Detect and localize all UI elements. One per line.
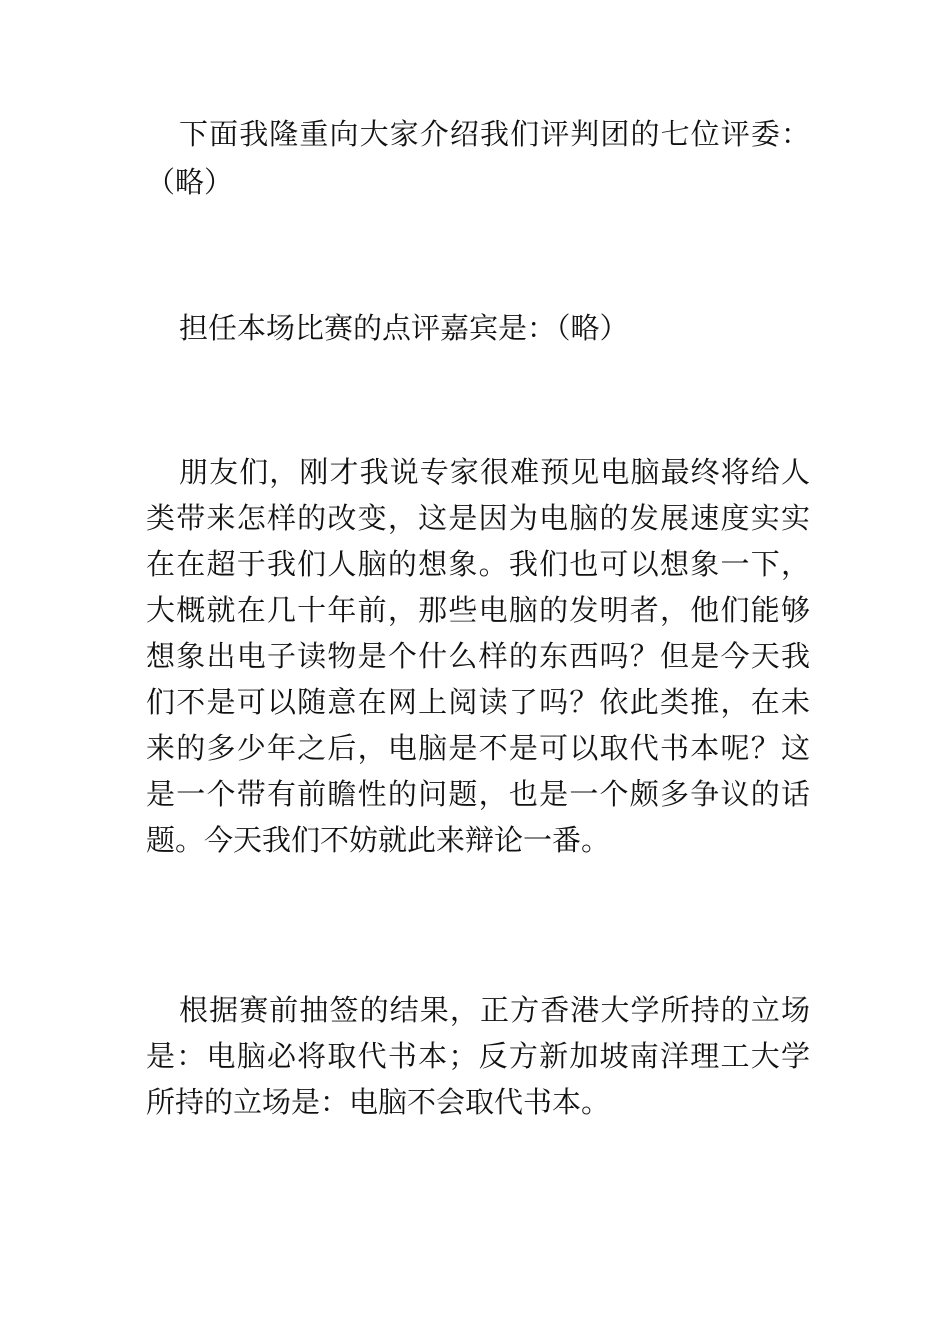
- paragraph-debate-topic: 朋友们，刚才我说专家很难预见电脑最终将给人类带来怎样的改变，这是因为电脑的发展速度实实在在超于我们人脑的想象。我们也可以想象一下，大概就在几十年前，那些电脑的发明者，他们能够想象出电子读物是个什么样的东西吗？但是今天我们不是可以随意在网上阅读了吗？依此类推，在未来的多少年之后，电脑是不是可以取代书本呢？这是一个带有前瞻性的问题，也是一个颇多争议的话题。今天我们不妨就此来辩论一番。: [146, 455, 810, 857]
- paragraph-team-positions: 根据赛前抽签的结果，正方香港大学所持的立场是：电脑必将取代书本；反方新加坡南洋理工大学所持的立场是：电脑不会取代书本。: [146, 993, 810, 1119]
- paragraph-judges-intro: 下面我隆重向大家介绍我们评判团的七位评委：（略）: [146, 117, 810, 199]
- paragraph-guest-commentator: 担任本场比赛的点评嘉宾是：（略）: [179, 311, 629, 345]
